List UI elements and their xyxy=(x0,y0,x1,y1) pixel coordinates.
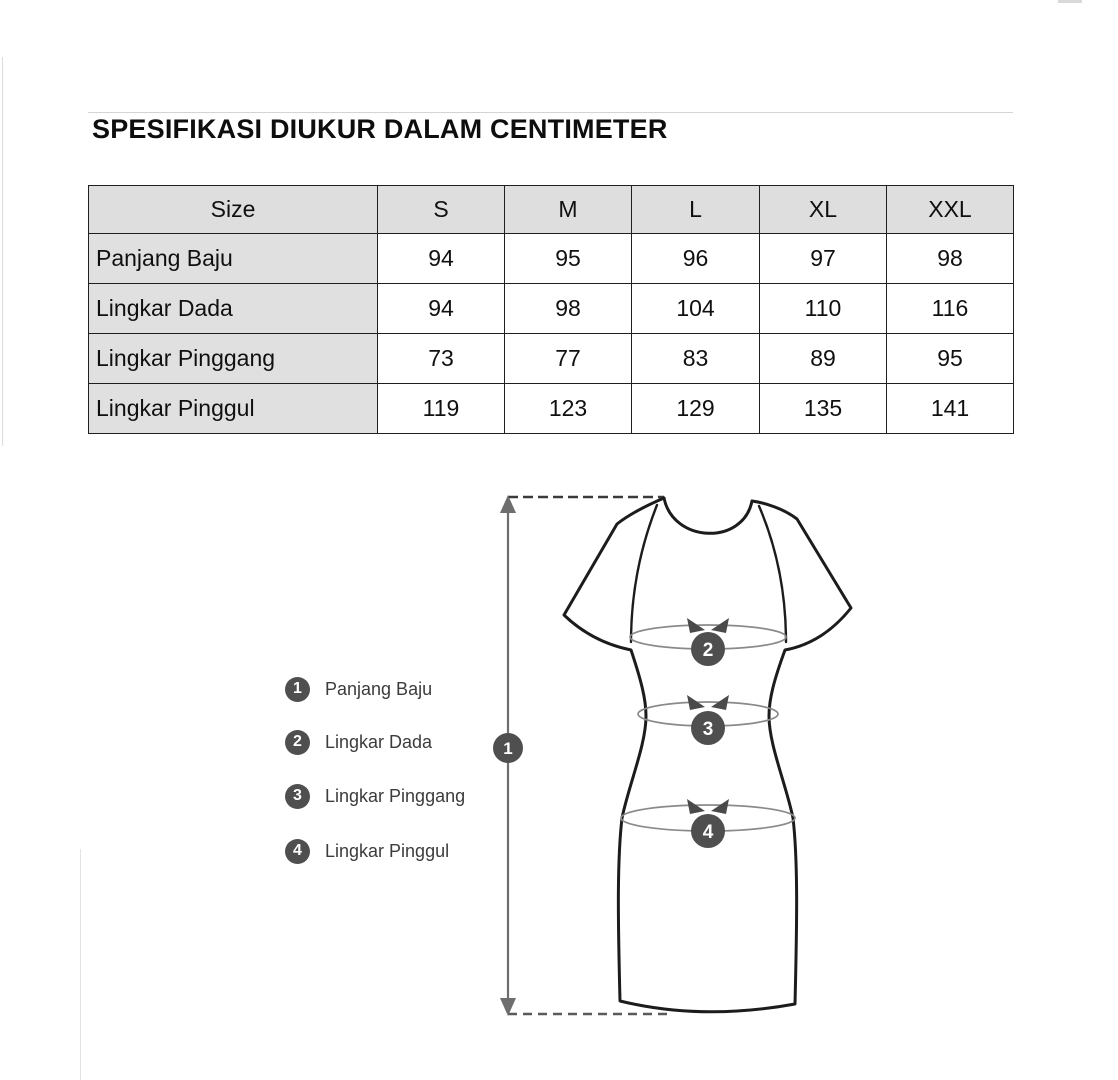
size-value: 110 xyxy=(760,284,887,334)
size-value: 129 xyxy=(632,384,760,434)
legend-item xyxy=(285,783,465,809)
size-value: 94 xyxy=(378,284,505,334)
left-armhole-seam xyxy=(631,505,657,642)
legend-label: Lingkar Pinggang xyxy=(325,785,466,806)
size-value: 116 xyxy=(887,284,1014,334)
panel-bottom-left-edge xyxy=(80,849,81,1080)
size-value: 77 xyxy=(505,334,632,384)
size-value: 98 xyxy=(505,284,632,334)
table-row xyxy=(89,334,1014,384)
page-title: SPESIFIKASI DIUKUR DALAM CENTIMETER xyxy=(92,114,668,144)
size-value: 97 xyxy=(760,234,887,284)
header-cell-l: L xyxy=(632,186,760,234)
arrow-left-icon xyxy=(711,799,729,814)
marker-num-1: 1 xyxy=(503,739,513,758)
size-value: 123 xyxy=(505,384,632,434)
legend-badge-4: 4 xyxy=(285,839,310,864)
legend-item xyxy=(285,729,432,755)
marker-num-2: 2 xyxy=(702,640,714,661)
legend-item xyxy=(285,838,449,864)
size-table xyxy=(88,185,1014,434)
neckline xyxy=(664,498,752,533)
hip-measure xyxy=(621,799,795,848)
size-value: 83 xyxy=(632,334,760,384)
size-value: 73 xyxy=(378,334,505,384)
legend-badge-3: 3 xyxy=(285,784,310,809)
size-value: 94 xyxy=(378,234,505,284)
marker-num-4: 4 xyxy=(702,822,714,843)
panel-top-border xyxy=(88,112,1013,113)
size-value: 119 xyxy=(378,384,505,434)
legend-label: Lingkar Dada xyxy=(325,731,433,752)
size-table-header-row xyxy=(89,186,1014,234)
chest-measure xyxy=(630,618,786,666)
row-label: Lingkar Pinggang xyxy=(89,334,378,384)
dress-outline xyxy=(564,498,851,1012)
table-row xyxy=(89,384,1014,434)
size-value: 95 xyxy=(505,234,632,284)
legend-badge-1: 1 xyxy=(285,677,310,702)
size-value: 89 xyxy=(760,334,887,384)
dress-diagram xyxy=(440,480,910,1040)
header-cell-xl: XL xyxy=(760,186,887,234)
size-value: 95 xyxy=(887,334,1014,384)
header-cell-xxl: XXL xyxy=(887,186,1014,234)
header-cell-s: S xyxy=(378,186,505,234)
size-value: 141 xyxy=(887,384,1014,434)
table-row xyxy=(89,284,1014,334)
legend-item xyxy=(285,676,432,702)
marker-num-3: 3 xyxy=(702,719,714,740)
header-cell-size: Size xyxy=(89,186,378,234)
size-value: 98 xyxy=(887,234,1014,284)
size-value: 135 xyxy=(760,384,887,434)
legend-badge-2: 2 xyxy=(285,730,310,755)
row-label: Lingkar Pinggul xyxy=(89,384,378,434)
legend-label: Panjang Baju xyxy=(325,678,433,699)
panel-left-edge xyxy=(2,57,3,446)
waist-measure xyxy=(638,695,778,745)
legend-label: Lingkar Pinggul xyxy=(325,840,450,861)
row-label: Lingkar Dada xyxy=(89,284,378,334)
corner-artifact xyxy=(1058,0,1082,3)
header-cell-m: M xyxy=(505,186,632,234)
row-label: Panjang Baju xyxy=(89,234,378,284)
length-marker xyxy=(493,733,523,763)
arrow-right-icon xyxy=(687,799,705,814)
size-value: 96 xyxy=(632,234,760,284)
table-row xyxy=(89,234,1014,284)
right-armhole-seam xyxy=(759,506,786,642)
size-value: 104 xyxy=(632,284,760,334)
